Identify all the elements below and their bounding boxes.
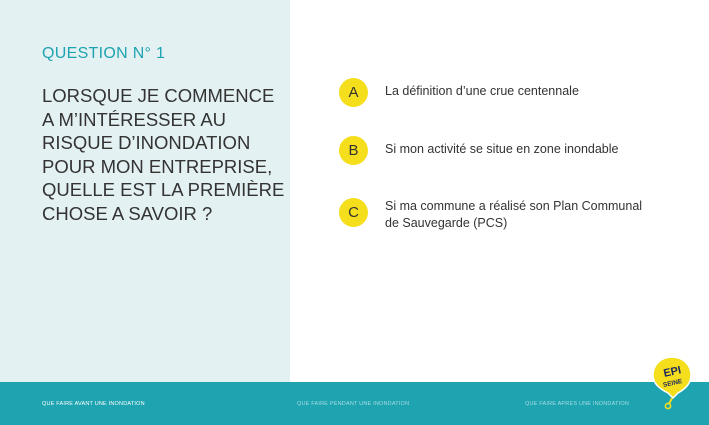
logo-text-seine: SEINE [662, 378, 683, 389]
answer-option-c[interactable] [339, 198, 675, 232]
epi-seine-logo [651, 354, 693, 410]
question-text [42, 84, 287, 226]
logo-text-epi: EPI [662, 364, 683, 380]
answer-text [385, 198, 675, 232]
answer-text [385, 141, 675, 158]
answer-letter-badge[interactable]: A [339, 78, 368, 107]
footer-link-after-flood[interactable]: QUE FAIRE APRES UNE INONDATION [525, 401, 629, 407]
question-line: CHOSE A SAVOIR ? [42, 202, 213, 224]
answer-option-b[interactable] [339, 136, 675, 165]
answer-line: La définition d’une crue centennale [385, 84, 579, 98]
answer-line: Si mon activité se situe en zone inondable [385, 142, 619, 156]
footer-link-during-flood[interactable]: QUE FAIRE PENDANT UNE INONDATION [297, 401, 410, 407]
question-line: LORSQUE JE COMMENCE [42, 85, 275, 106]
answer-text [385, 83, 675, 100]
footer-nav [0, 382, 709, 425]
footer-link-before-flood[interactable]: QUE FAIRE AVANT UNE INONDATION [42, 401, 145, 407]
question-panel [0, 0, 290, 382]
answer-letter-badge[interactable]: C [339, 198, 368, 227]
answer-letter-badge[interactable]: B [339, 136, 368, 165]
question-line: QUELLE EST LA PREMIÈRE [42, 179, 285, 201]
question-line: RISQUE D’INONDATION [42, 132, 251, 154]
question-line: A M’INTÉRESSER AU [42, 108, 227, 130]
question-line: POUR MON ENTREPRISE, [42, 155, 273, 177]
answer-option-a[interactable] [339, 78, 675, 107]
answer-line: de Sauvegarde (PCS) [385, 216, 508, 230]
answer-line: Si ma commune a réalisé son Plan Communal [385, 199, 643, 213]
question-number: QUESTION N° 1 [42, 45, 166, 62]
